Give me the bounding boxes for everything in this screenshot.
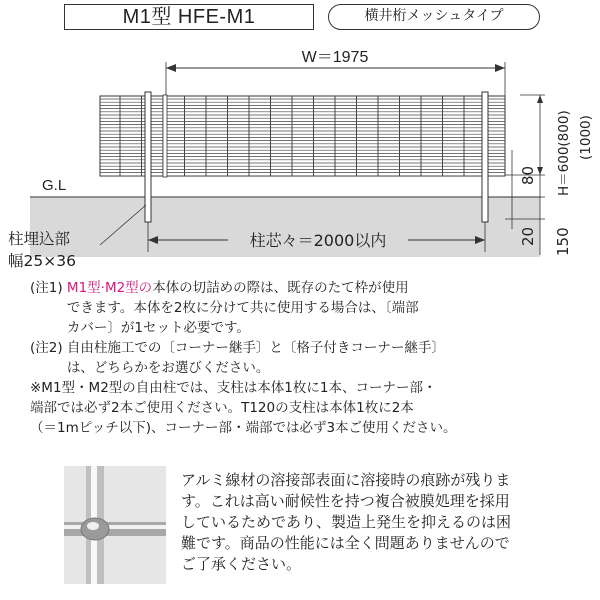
- note-1: [30, 278, 590, 338]
- h-arrow-bottom-icon: [537, 167, 543, 175]
- dim-20-label: 20: [519, 226, 537, 246]
- arrow-right-icon: [495, 64, 505, 72]
- photo-desc-line-2: す。これは高い耐候性を持つ複合被膜処理を採用: [181, 492, 510, 510]
- dim-150-label: 150: [554, 227, 572, 256]
- type-label: 横井桁メッシュタイプ: [328, 4, 540, 30]
- panel-frame: [100, 96, 505, 176]
- model-title: M1型 HFE-M1: [64, 4, 314, 30]
- note-1-highlight: M1型·M2型の: [66, 280, 153, 296]
- h-arrow-top-icon: [537, 95, 543, 103]
- note-2: [30, 338, 590, 378]
- embed-size-label: 幅25×36: [8, 252, 76, 270]
- warning-line-3: （＝1mピッチ以下)、コーナー部・端部では必ず3本ご使用ください。: [30, 420, 457, 436]
- fence-diagram: [0, 40, 600, 280]
- arrow-left-icon: [166, 64, 176, 72]
- post-left: [145, 92, 151, 222]
- note-1-line-1: 本体の切詰めの際は、既存のたて枠が使用: [152, 280, 409, 296]
- weld-photo: [64, 466, 166, 584]
- post-right: [482, 92, 488, 222]
- height-alt-label: (1000): [578, 115, 594, 160]
- height-label: H＝600(800): [556, 110, 572, 196]
- dim-80-label: 80: [519, 165, 537, 185]
- weld-photo-graphic: [64, 466, 166, 584]
- note-1-line-3: カバー〕が1セット必要です。: [66, 320, 250, 336]
- note-2-tag: (注2): [30, 340, 67, 356]
- photo-desc-line-5: ご了承ください。: [181, 555, 302, 573]
- photo-desc-line-4: 難です。商品の性能には全く問題ありませんので: [181, 534, 510, 552]
- warning-line-1: ※M1型・M2型の自由柱では、支柱は本体1枚に1本、コーナー部・: [30, 380, 437, 396]
- warning-line-2: 端部では必ず2本ご使用ください。T120の支柱は本体1枚に2本: [30, 400, 414, 416]
- photo-desc-line-1: アルミ線材の溶接部表面に溶接時の痕跡が残りま: [181, 471, 511, 489]
- photo-desc-line-3: しているためであり、製造上発生を抑えるのは困: [181, 513, 512, 531]
- post-end-bar: [163, 95, 167, 177]
- note-2-line-1: 自由柱施工での〔コーナー継手〕と〔格子付きコーナー継手〕: [66, 340, 445, 356]
- embed-label: 柱埋込部: [8, 230, 71, 248]
- note-1-tag: (注1): [30, 280, 67, 296]
- width-label: W＝1975: [301, 49, 369, 66]
- warning-note: [30, 378, 590, 438]
- note-1-line-2: できます。本体を2枚に分けて共に使用する場合は、〔端部: [66, 300, 419, 316]
- note-2-line-2: は、どちらかをお選びください。: [66, 360, 270, 376]
- pitch-label: 柱芯々＝2000以内: [249, 231, 387, 250]
- notes-section: [30, 278, 590, 438]
- gl-label: G.L: [42, 177, 67, 194]
- photo-description: [181, 470, 591, 575]
